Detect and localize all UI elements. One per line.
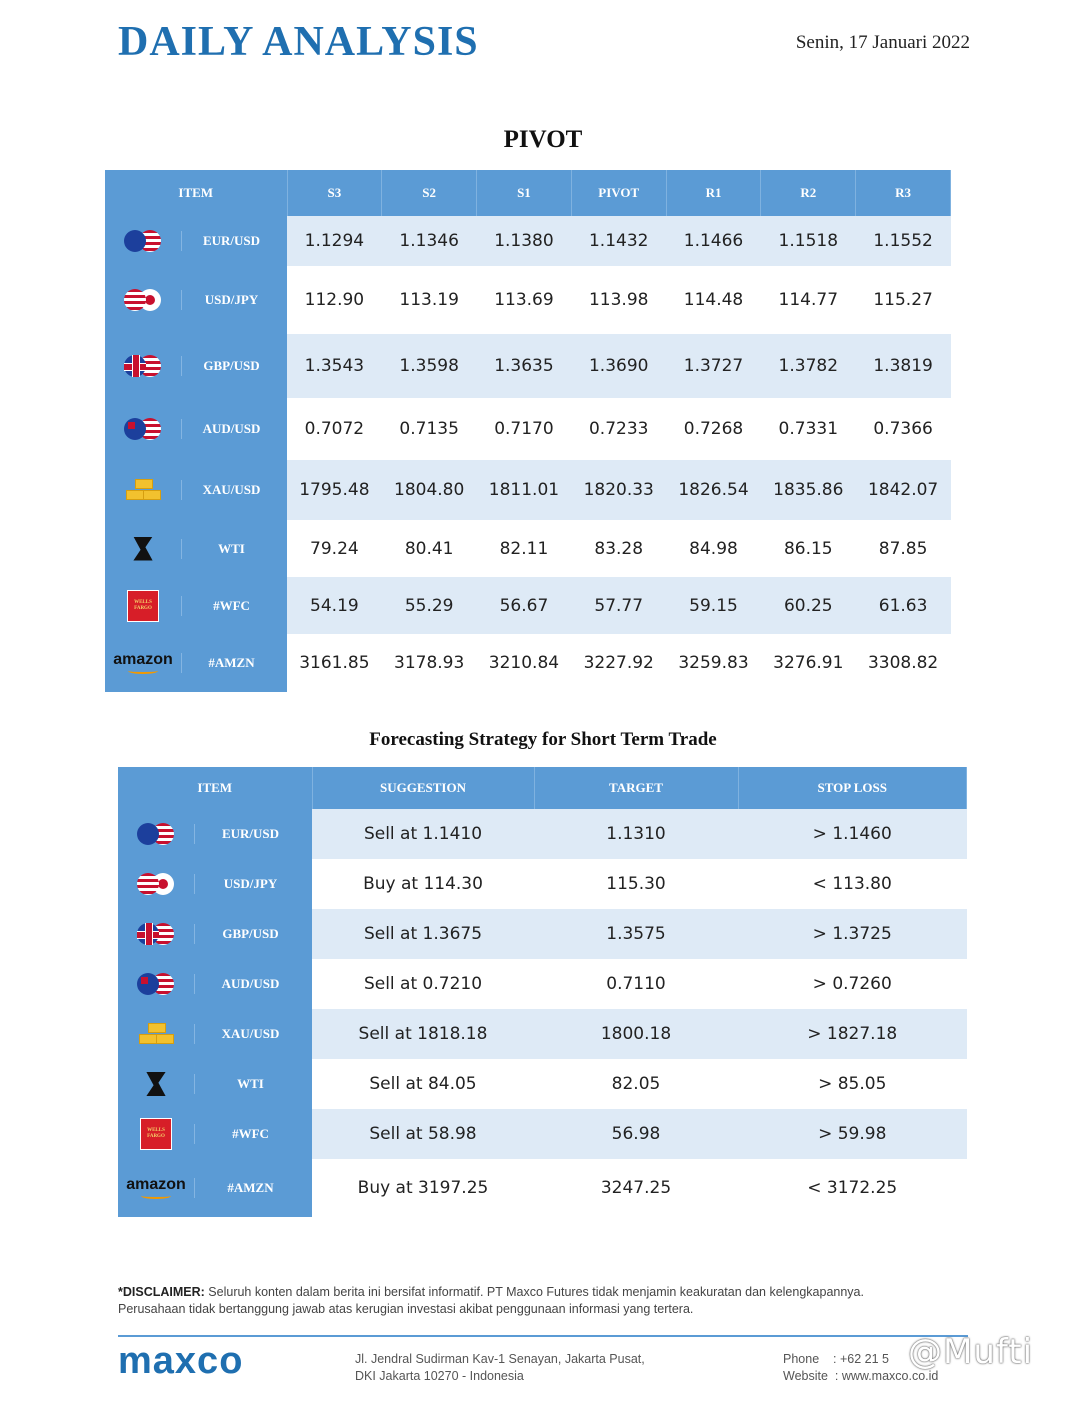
forecast-item-cell	[118, 809, 312, 859]
pivot-row	[105, 334, 951, 398]
footer-divider	[118, 1335, 968, 1337]
stop-loss-cell: > 1.3725	[738, 909, 967, 959]
forecast-item-cell	[118, 1159, 312, 1217]
forecast-row	[118, 859, 967, 909]
forecast-row	[118, 1059, 967, 1109]
pivot-item-label: GBP/USD	[181, 356, 281, 376]
pivot-value-cell: 1811.01	[477, 460, 572, 520]
pivot-header-row	[105, 170, 951, 216]
address-line-1: Jl. Jendral Sudirman Kav-1 Senayan, Jakarta Pusat,	[355, 1352, 645, 1366]
pivot-value-cell: 3308.82	[856, 634, 951, 692]
target-cell: 82.05	[534, 1059, 738, 1109]
pivot-value-cell: 3210.84	[477, 634, 572, 692]
forecast-item-cell	[118, 1059, 312, 1109]
disclaimer-text-2: Perusahaan tidak bertanggung jawab atas kerugian investasi akibat penggunaan informasi yang tertera.	[118, 1302, 694, 1316]
suggestion-cell: Sell at 1.3675	[312, 909, 534, 959]
forecast-col-item: ITEM	[118, 767, 312, 809]
pivot-row	[105, 634, 951, 692]
forecast-item-cell	[118, 959, 312, 1009]
address-line-2: DKI Jakarta 10270 - Indonesia	[355, 1369, 524, 1383]
forecast-item-cell	[118, 1009, 312, 1059]
pivot-item-cell	[105, 460, 287, 520]
pivot-value-cell: 61.63	[856, 577, 951, 634]
pivot-value-cell: 80.41	[382, 520, 477, 577]
pivot-value-cell: 3178.93	[382, 634, 477, 692]
pivot-item-label: XAU/USD	[181, 480, 281, 500]
forecast-item-cell	[118, 859, 312, 909]
pivot-col-s3: S3	[287, 170, 382, 216]
disclaimer-label: *DISCLAIMER:	[118, 1285, 205, 1299]
target-cell: 1.3575	[534, 909, 738, 959]
pivot-value-cell: 113.98	[571, 266, 666, 334]
pivot-value-cell: 1.1346	[382, 216, 477, 266]
pivot-value-cell: 1.1518	[761, 216, 856, 266]
forecast-header-row	[118, 767, 967, 809]
pivot-col-item: ITEM	[105, 170, 287, 216]
forecast-item-label: AUD/USD	[194, 974, 306, 994]
pivot-item-cell	[105, 334, 287, 398]
forecast-item-label: EUR/USD	[194, 824, 306, 844]
pivot-item-label: EUR/USD	[181, 231, 281, 251]
pivot-col-pivot: PIVOT	[571, 170, 666, 216]
forecast-section-title: Forecasting Strategy for Short Term Trade	[369, 729, 717, 750]
pivot-row	[105, 266, 951, 334]
pivot-value-cell: 0.7170	[477, 398, 572, 460]
pivot-value-cell: 0.7072	[287, 398, 382, 460]
pivot-value-cell: 3161.85	[287, 634, 382, 692]
pivot-value-cell: 1.1380	[477, 216, 572, 266]
forecast-item-label: GBP/USD	[194, 924, 306, 944]
forecast-table	[118, 767, 967, 1217]
pivot-value-cell: 1795.48	[287, 460, 382, 520]
pivot-value-cell: 1804.80	[382, 460, 477, 520]
forecast-item-label: #AMZN	[194, 1178, 306, 1198]
stop-loss-cell: > 1827.18	[738, 1009, 967, 1059]
pivot-item-label: AUD/USD	[181, 419, 281, 439]
suggestion-cell: Sell at 1818.18	[312, 1009, 534, 1059]
pivot-value-cell: 79.24	[287, 520, 382, 577]
pivot-value-cell: 0.7135	[382, 398, 477, 460]
pivot-value-cell: 1.1466	[666, 216, 761, 266]
pivot-item-label: #WFC	[181, 596, 281, 616]
au-us-flag-icon	[124, 418, 162, 440]
pivot-value-cell: 57.77	[571, 577, 666, 634]
wells-fargo-logo: WELLS FARGO	[140, 1118, 172, 1150]
amazon-logo: amazon	[113, 653, 173, 674]
uk-us-flag-icon	[137, 923, 175, 945]
pivot-value-cell: 82.11	[477, 520, 572, 577]
target-cell: 1800.18	[534, 1009, 738, 1059]
pivot-value-cell: 1.3690	[571, 334, 666, 398]
pivot-col-s1: S1	[477, 170, 572, 216]
wells-fargo-logo: WELLS FARGO	[127, 590, 159, 622]
pivot-col-r1: R1	[666, 170, 761, 216]
pivot-value-cell: 54.19	[287, 577, 382, 634]
page-title: DAILY ANALYSIS	[118, 19, 479, 65]
suggestion-cell: Buy at 114.30	[312, 859, 534, 909]
pivot-value-cell: 114.77	[761, 266, 856, 334]
gold-bars-icon	[138, 1023, 174, 1045]
pivot-value-cell: 1.3635	[477, 334, 572, 398]
oil-drop-icon	[131, 537, 155, 561]
pivot-table	[105, 170, 951, 692]
pivot-item-label: #AMZN	[181, 653, 281, 673]
forecast-row	[118, 809, 967, 859]
pivot-value-cell: 1842.07	[856, 460, 951, 520]
forecast-row	[118, 909, 967, 959]
company-address	[355, 1351, 645, 1385]
pivot-row	[105, 520, 951, 577]
pivot-value-cell: 0.7331	[761, 398, 856, 460]
pivot-value-cell: 0.7233	[571, 398, 666, 460]
pivot-value-cell: 0.7366	[856, 398, 951, 460]
forecast-row	[118, 1109, 967, 1159]
eu-us-flag-icon	[124, 230, 162, 252]
pivot-row	[105, 216, 951, 266]
stop-loss-cell: > 85.05	[738, 1059, 967, 1109]
pivot-item-cell	[105, 266, 287, 334]
pivot-col-r2: R2	[761, 170, 856, 216]
target-cell: 0.7110	[534, 959, 738, 1009]
pivot-item-cell	[105, 520, 287, 577]
target-cell: 115.30	[534, 859, 738, 909]
stop-loss-cell: < 3172.25	[738, 1159, 967, 1217]
pivot-item-label: WTI	[181, 539, 281, 559]
website-text: Website : www.maxco.co.id	[783, 1369, 939, 1383]
pivot-item-cell	[105, 398, 287, 460]
pivot-item-cell	[105, 634, 287, 692]
pivot-value-cell: 0.7268	[666, 398, 761, 460]
pivot-value-cell: 1826.54	[666, 460, 761, 520]
pivot-col-r3: R3	[856, 170, 951, 216]
pivot-item-cell	[105, 577, 287, 634]
eu-us-flag-icon	[137, 823, 175, 845]
pivot-row	[105, 398, 951, 460]
suggestion-cell: Sell at 84.05	[312, 1059, 534, 1109]
pivot-value-cell: 3227.92	[571, 634, 666, 692]
forecast-item-cell	[118, 1109, 312, 1159]
report-date: Senin, 17 Januari 2022	[795, 32, 970, 53]
pivot-value-cell: 113.69	[477, 266, 572, 334]
pivot-section-title: PIVOT	[503, 126, 583, 153]
suggestion-cell: Sell at 58.98	[312, 1109, 534, 1159]
pivot-value-cell: 1.1432	[571, 216, 666, 266]
pivot-value-cell: 114.48	[666, 266, 761, 334]
au-us-flag-icon	[137, 973, 175, 995]
suggestion-cell: Buy at 3197.25	[312, 1159, 534, 1217]
pivot-value-cell: 83.28	[571, 520, 666, 577]
target-cell: 3247.25	[534, 1159, 738, 1217]
pivot-col-s2: S2	[382, 170, 477, 216]
pivot-value-cell: 56.67	[477, 577, 572, 634]
pivot-value-cell: 3259.83	[666, 634, 761, 692]
pivot-value-cell: 1820.33	[571, 460, 666, 520]
forecast-item-label: USD/JPY	[194, 874, 306, 894]
forecast-item-label: WTI	[194, 1074, 306, 1094]
pivot-value-cell: 86.15	[761, 520, 856, 577]
disclaimer	[118, 1284, 978, 1318]
maxco-logo: maxco	[118, 1340, 244, 1382]
amazon-logo: amazon	[126, 1178, 186, 1199]
pivot-value-cell: 59.15	[666, 577, 761, 634]
oil-drop-icon	[144, 1072, 168, 1096]
pivot-value-cell: 1.3727	[666, 334, 761, 398]
stop-loss-cell: > 1.1460	[738, 809, 967, 859]
pivot-value-cell: 1.3598	[382, 334, 477, 398]
forecast-row	[118, 1009, 967, 1059]
pivot-value-cell: 55.29	[382, 577, 477, 634]
pivot-value-cell: 3276.91	[761, 634, 856, 692]
forecast-col-target: TARGET	[534, 767, 738, 809]
forecast-row	[118, 959, 967, 1009]
us-jp-flag-icon	[137, 873, 175, 895]
stop-loss-cell: > 59.98	[738, 1109, 967, 1159]
forecast-item-label: XAU/USD	[194, 1024, 306, 1044]
forecast-col-stop-loss: STOP LOSS	[738, 767, 967, 809]
pivot-value-cell: 1.1552	[856, 216, 951, 266]
pivot-item-label: USD/JPY	[181, 290, 281, 310]
pivot-value-cell: 84.98	[666, 520, 761, 577]
phone-text: Phone : +62 21 5	[783, 1352, 889, 1366]
pivot-row	[105, 460, 951, 520]
pivot-value-cell: 1.3782	[761, 334, 856, 398]
pivot-value-cell: 60.25	[761, 577, 856, 634]
watermark: @Mufti	[908, 1332, 1034, 1372]
pivot-item-cell	[105, 216, 287, 266]
stop-loss-cell: > 0.7260	[738, 959, 967, 1009]
pivot-value-cell: 113.19	[382, 266, 477, 334]
forecast-item-label: #WFC	[194, 1124, 306, 1144]
pivot-value-cell: 87.85	[856, 520, 951, 577]
pivot-value-cell: 1.1294	[287, 216, 382, 266]
pivot-value-cell: 115.27	[856, 266, 951, 334]
gold-bars-icon	[125, 479, 161, 501]
target-cell: 56.98	[534, 1109, 738, 1159]
pivot-value-cell: 1835.86	[761, 460, 856, 520]
stop-loss-cell: < 113.80	[738, 859, 967, 909]
pivot-value-cell: 1.3819	[856, 334, 951, 398]
uk-us-flag-icon	[124, 355, 162, 377]
forecast-row	[118, 1159, 967, 1217]
pivot-value-cell: 112.90	[287, 266, 382, 334]
suggestion-cell: Sell at 1.1410	[312, 809, 534, 859]
target-cell: 1.1310	[534, 809, 738, 859]
suggestion-cell: Sell at 0.7210	[312, 959, 534, 1009]
disclaimer-text: Seluruh konten dalam berita ini bersifat informatif. PT Maxco Futures tidak menjamin keakuratan dan kelengkapannya.	[208, 1285, 864, 1299]
pivot-value-cell: 1.3543	[287, 334, 382, 398]
forecast-col-suggestion: SUGGESTION	[312, 767, 534, 809]
pivot-row	[105, 577, 951, 634]
us-jp-flag-icon	[124, 289, 162, 311]
forecast-item-cell	[118, 909, 312, 959]
